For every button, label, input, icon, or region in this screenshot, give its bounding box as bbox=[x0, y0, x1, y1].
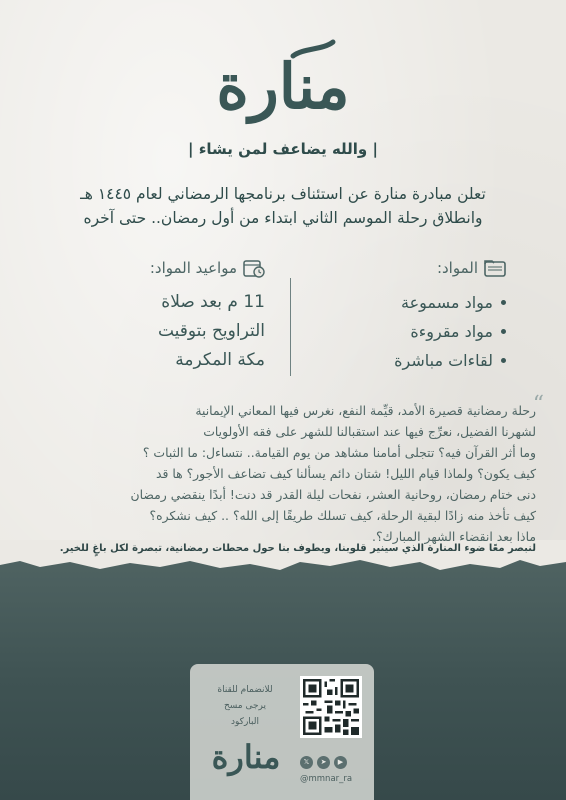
quote-mark-icon: “ bbox=[532, 392, 544, 417]
bullet-icon bbox=[501, 358, 506, 363]
telegram-icon[interactable]: ➤ bbox=[317, 756, 330, 769]
youtube-icon[interactable]: ▶ bbox=[334, 756, 347, 769]
list-item: مكة المكرمة bbox=[175, 350, 265, 370]
materials-list bbox=[316, 288, 506, 375]
card-logo: منارة bbox=[211, 738, 281, 776]
join-instructions: للانضمام للقناة يرجى مسح الباركود bbox=[217, 685, 273, 727]
qr-code[interactable] bbox=[300, 676, 362, 738]
x-icon[interactable]: 𝕏 bbox=[300, 756, 313, 769]
quote-line: لشهرنا الفضيل، نعرِّج فيها عند استقبالنا للشهر على فقه الأولويات bbox=[203, 424, 536, 439]
schedule-heading bbox=[95, 258, 265, 278]
quote-line: ماذا بعد انقضاء الشهر المبارك؟. bbox=[372, 529, 536, 544]
list-item: مواد مقروءة bbox=[316, 317, 506, 346]
materials-heading-label: المواد: bbox=[436, 259, 478, 277]
quote-line: كيف تأخذ منه زادًا لبقية الرحلة، كيف تسلك طريقًا إلى الله؟ .. كيف نشكره؟ bbox=[149, 508, 536, 523]
folder-icon bbox=[484, 258, 506, 278]
quote-line: كيف يكون؟ ولماذا قيام الليل! شتان دائم يسألنا كيف تضاعف الأجور؟ ها قد bbox=[155, 466, 536, 481]
announcement-line-2: وانطلاق رحلة الموسم الثاني ابتداء من أول رمضان.. حتى آخره bbox=[83, 209, 483, 227]
materials-heading bbox=[316, 258, 506, 278]
schedule-list bbox=[95, 288, 265, 375]
quote-line: وما أثر القرآن فيه؟ تتجلى أمامنا مشاهد من يوم القيامة.. نتساءل: ما الثبات ؟ bbox=[142, 445, 536, 460]
materials-section bbox=[316, 258, 506, 375]
description-quote bbox=[28, 392, 544, 547]
footnote: لنبصر معًا ضوء المنارة الذي سينير قلوبنا، ويطوف بنا حول محطات رمضانية، تبصرة لكل باغٍ للخير. bbox=[59, 543, 536, 554]
tagline: | والله يضاعف لمن يشاء | bbox=[188, 140, 378, 158]
bullet-icon bbox=[501, 329, 506, 334]
announcement-line-1: تعلن مبادرة منارة عن استئناف برنامجها الرمضاني لعام ١٤٤٥ هـ bbox=[80, 185, 486, 203]
quote-line: رحلة رمضانية قصيرة الأمد، قيِّمة النفع، نغرس فيها المعاني الإيمانية bbox=[195, 403, 536, 418]
social-links bbox=[300, 756, 347, 769]
logo-mark bbox=[183, 20, 383, 130]
logo bbox=[0, 20, 566, 130]
logo-wordmark: منارة bbox=[216, 50, 350, 123]
schedule-heading-label: مواعيد المواد: bbox=[149, 259, 237, 277]
bullet-icon bbox=[501, 300, 506, 305]
list-item: التراويح بتوقيت bbox=[157, 321, 265, 341]
schedule-section bbox=[95, 258, 265, 375]
list-item: 11 م بعد صلاة bbox=[161, 292, 265, 312]
list-item: لقاءات مباشرة bbox=[316, 346, 506, 375]
calendar-clock-icon bbox=[243, 258, 265, 278]
quote-line: دنى ختام رمضان، روحانية العشر، نفحات ليلة القدر قد دنت! أبدًا ينقضي رمضان bbox=[130, 487, 536, 502]
announcement bbox=[40, 182, 526, 230]
list-item: مواد مسموعة bbox=[316, 288, 506, 317]
column-divider bbox=[290, 278, 291, 376]
social-handle[interactable]: @mmnar_ra bbox=[300, 774, 353, 784]
